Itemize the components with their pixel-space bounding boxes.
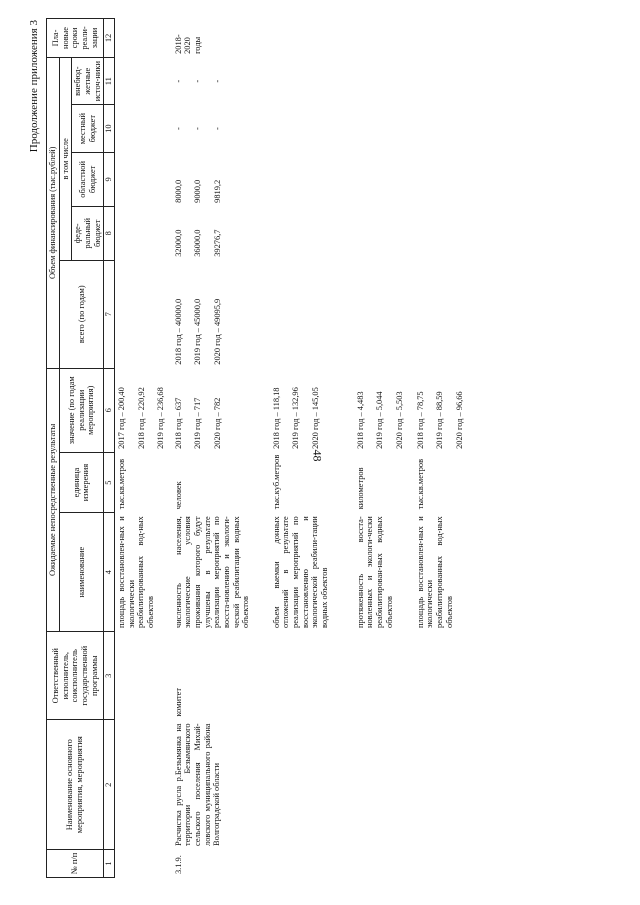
finance-federal: 32000,0 <box>173 229 183 257</box>
col-header-res-name: наименование <box>59 513 104 632</box>
continuation-title: Продолжение приложения 3 <box>28 20 40 153</box>
indicator-value: 2018 год – 637 <box>173 397 183 449</box>
col-header-regional: областной бюджет <box>72 152 104 206</box>
col-header-total: всего (по годам) <box>59 260 104 368</box>
col-header-executor: Ответственный исполнитель, соисполнитель государственной программы <box>47 631 104 719</box>
col-number: 12 <box>104 19 115 58</box>
table-row <box>172 19 471 878</box>
finance-extra: - <box>173 79 183 83</box>
col-number: 5 <box>104 452 115 512</box>
indicator-unit: тыс.куб.метров <box>271 454 281 510</box>
row-name: Расчистка русла р.Безымянка на территории Безымянского сельского поселения Михай-ловского муниципального района Волгоградской области <box>173 723 222 846</box>
indicator-value: 2019 год – 236,68 <box>156 387 166 449</box>
row-terms: 2018-2020 годы <box>173 34 202 54</box>
col-number: 11 <box>104 57 115 104</box>
indicator-value: 2020 год – 782 <box>212 397 222 449</box>
indicator-value: 2017 год – 200,40 <box>116 387 126 449</box>
indicator-value: 2019 год – 5,044 <box>375 391 385 449</box>
finance-total: 2019 год – 45000,0 <box>193 298 203 365</box>
page-number: 48 <box>310 449 325 462</box>
finance-local: - <box>173 127 183 131</box>
indicator-unit: километров <box>355 467 365 510</box>
col-header-no: № п/п <box>47 849 104 877</box>
indicator-value: 2018 год – 78,75 <box>415 391 425 449</box>
finance-local: - <box>212 127 222 131</box>
col-number: 4 <box>104 513 115 632</box>
finance-federal: 36000,0 <box>193 229 203 257</box>
indicator-name: протяженность восста-новленных и экологи-чески реабилитирован-ных водных объектов <box>355 516 394 628</box>
row-executor: комитет <box>173 687 183 717</box>
financing-table <box>46 18 470 878</box>
finance-regional: 8000,0 <box>173 179 183 203</box>
finance-federal: 39276,7 <box>212 229 222 257</box>
indicator-unit: тыс.кв.метров <box>415 458 425 510</box>
indicator-value: 2018 год – 220,92 <box>136 387 146 449</box>
col-header-res-value: значение (по годам реализации мероприятия) <box>59 368 104 452</box>
table-row <box>114 19 171 878</box>
col-header-terms: Пла-новые сроки реали-зации <box>47 19 104 58</box>
col-header-results: Ожидаемые непосредственные результаты <box>47 368 60 631</box>
indicator-value: 2018 год – 4,483 <box>355 391 365 449</box>
indicator-value: 2020 год – 145,05 <box>310 387 320 449</box>
finance-local: - <box>193 127 203 131</box>
col-number: 8 <box>104 206 115 260</box>
indicator-unit: человек <box>173 481 183 510</box>
col-header-finance: Объем финансирования (тыс.рублей) <box>47 57 60 368</box>
col-number: 2 <box>104 720 115 849</box>
col-header-name: Наименование основного мероприятия, мероприятия <box>47 720 104 849</box>
col-number: 10 <box>104 105 115 152</box>
finance-extra: - <box>193 79 203 83</box>
indicator-value: 2019 год – 717 <box>193 397 203 449</box>
finance-regional: 9000,0 <box>193 179 203 203</box>
indicator-name: объем выемки донных отложений в результате реализации мероприятий по восстановлению и экологической реабили-тации водных объектов <box>271 516 329 628</box>
finance-total: 2018 год – 40000,0 <box>173 298 183 365</box>
row-number: 3.1.9. <box>173 855 183 874</box>
finance-total: 2020 год – 49095,9 <box>212 298 222 365</box>
indicator-value: 2018 год – 118,18 <box>271 387 281 449</box>
col-header-res-unit: единица измерения <box>59 452 104 512</box>
col-number: 3 <box>104 631 115 719</box>
col-header-local: местный бюджет <box>72 105 104 152</box>
col-number: 9 <box>104 152 115 206</box>
indicator-value: 2020 год – 5,503 <box>394 391 404 449</box>
col-header-extra: внебюд-жетные источ-ники <box>72 57 104 104</box>
indicator-value: 2020 год – 96,66 <box>454 391 464 449</box>
col-number: 1 <box>104 849 115 877</box>
finance-regional: 9819,2 <box>212 179 222 203</box>
col-header-federal: феде-ральный бюджет <box>72 206 104 260</box>
indicator-unit: тыс.кв.метров <box>116 458 126 510</box>
col-header-incl: в том числе <box>59 57 72 260</box>
indicator-name: площадь восстановлен-ных и экологически реабилитированных вод-ных объектов <box>116 516 155 628</box>
finance-extra: - <box>212 79 222 83</box>
indicator-name: численность населения, экологические условия проживания которого будут улучшены в результате реализации мероприятий по восста-новлению и экологи-ческой реабилитации водных объектов <box>173 516 251 628</box>
col-number: 6 <box>104 368 115 452</box>
indicator-value: 2019 год – 88,59 <box>435 391 445 449</box>
col-number: 7 <box>104 260 115 368</box>
indicator-name: площадь восстановлен-ных и экологически реабилитированных вод-ных объектов <box>415 516 454 628</box>
document-sheet <box>24 10 624 890</box>
indicator-value: 2019 год – 132,96 <box>291 387 301 449</box>
